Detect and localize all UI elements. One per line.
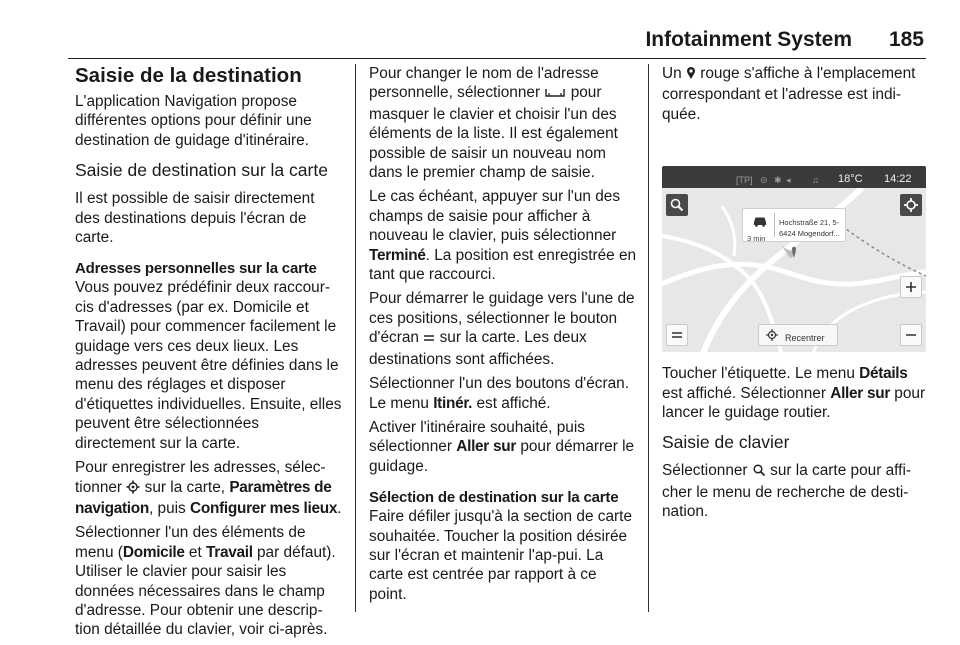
paragraph: Sélectionner sur la carte pour affi-cher le menu de recherche de desti-nation.	[662, 462, 911, 521]
status-icon: ✱	[774, 175, 782, 186]
paragraph: Pour démarrer le guidage vers l'une de ces positions, sélectionner le bouton d'écran sur la carte. Les deux destinations sont affichées.	[369, 290, 635, 368]
tp-indicator: [TP]	[736, 175, 753, 186]
address-line-1: Hochstraße 21, 5-	[779, 218, 840, 228]
paragraph: Pour enregistrer les adresses, sélec-tionner sur la carte, Paramètres de navigation, puis Configurer mes lieux.	[75, 459, 342, 517]
equals-icon	[423, 330, 435, 349]
address-line-2: 6424 Mogendorf...	[779, 229, 840, 239]
recenter-icon	[765, 328, 779, 342]
paragraph: Toucher l'étiquette. Le menu Détails est affiché. Sélectionner Aller sur pour lancer le guidage routier.	[662, 365, 926, 422]
map-settings-button[interactable]	[900, 194, 922, 216]
status-icon: ⊝	[760, 175, 768, 186]
shortcuts-button[interactable]	[666, 324, 688, 346]
map-pin-icon	[686, 66, 696, 85]
zoom-out-button[interactable]	[900, 324, 922, 346]
plus-icon	[901, 277, 921, 297]
temperature: 18°C	[838, 173, 863, 186]
paragraph-heading: Sélection de destination sur la carte	[369, 489, 619, 507]
paragraph: Un rouge s'affiche à l'emplacement correspondant et l'adresse est indi-quée.	[662, 65, 916, 123]
gear-icon	[126, 480, 140, 499]
paragraph: Faire défiler jusqu'à la section de carte souhaitée. Toucher la position désirée sur l'écran et maintenir l'ap-pui. La carte est centrée par rapport à ce point.	[369, 508, 633, 603]
search-icon	[752, 463, 766, 482]
recentrer-label: Recentrer	[785, 333, 825, 344]
keyboard-hide-icon	[544, 85, 566, 104]
header-rule	[68, 58, 926, 59]
column-2	[369, 64, 637, 609]
paragraph: Pour changer le nom de l'adresse personnelle, sélectionner pour masquer le clavier et choisir l'un des éléments de la liste. Il est également possible de saisir un nouveau nom dans le premier champ de saisie.	[369, 65, 618, 182]
intro-paragraph: L'application Navigation propose différentes options pour définir une destination de guidage d'itinéraire.	[75, 93, 312, 149]
zoom-in-button[interactable]	[900, 276, 922, 298]
subsection-title: Saisie de destination sur la carte	[75, 160, 328, 181]
column-divider	[648, 64, 649, 612]
column-1	[75, 64, 343, 645]
equals-icon	[667, 325, 687, 345]
column-divider	[355, 64, 356, 612]
page-header	[60, 28, 924, 54]
paragraph: Activer l'itinéraire souhaité, puis sélectionner Aller sur pour démarrer le guidage.	[369, 418, 635, 475]
navigation-screen-illustration	[662, 166, 926, 352]
card-separator	[774, 213, 775, 237]
travel-time: 3 min	[747, 234, 766, 244]
recentrer-button[interactable]	[758, 324, 838, 346]
column-3	[662, 64, 930, 527]
minus-icon	[901, 325, 921, 345]
paragraph: Sélectionner l'un des boutons d'écran. Le menu Itinér. est affiché.	[369, 375, 629, 412]
running-title: Infotainment System	[645, 28, 852, 51]
gear-icon	[900, 194, 922, 216]
section-title: Saisie de la destination	[75, 64, 302, 87]
status-icon: ◂	[786, 175, 791, 186]
clock: 14:22	[884, 173, 912, 186]
search-icon	[666, 194, 688, 216]
map-search-button[interactable]	[666, 194, 688, 216]
paragraph: Le cas échéant, appuyer sur l'un des champs de saisie pour afficher à nouveau le clavier, puis sélectionner Terminé. La position est enregistrée en tant que raccourci.	[369, 188, 637, 284]
page-number: 185	[888, 28, 924, 51]
music-icon: ♫	[812, 175, 819, 186]
status-bar	[662, 166, 926, 188]
paragraph-heading: Adresses personnelles sur la carte	[75, 260, 317, 278]
destination-label-card[interactable]	[742, 208, 846, 242]
paragraph: Il est possible de saisir directement des destinations depuis l'écran de carte.	[75, 190, 315, 247]
subsection-title: Saisie de clavier	[662, 432, 790, 453]
paragraph: Vous pouvez prédéfinir deux raccour-cis d'adresses (par ex. Domicile et Travail) pour commencer facilement le guidage vers ces deux lieux. Les adresses peuvent être définies dans le menu des réglages et disposer d'étiquettes individuelles. Ensuite, elles peuvent être sélectionnées directement sur la carte.	[75, 279, 342, 452]
paragraph: Sélectionner l'un des éléments de menu (Domicile et Travail par défaut). Utiliser le clavier pour saisir les données nécessaires dans le champ d'adresse. Pour obtenir une descrip-tion détaillée du clavier, voir ci-après.	[75, 524, 336, 639]
